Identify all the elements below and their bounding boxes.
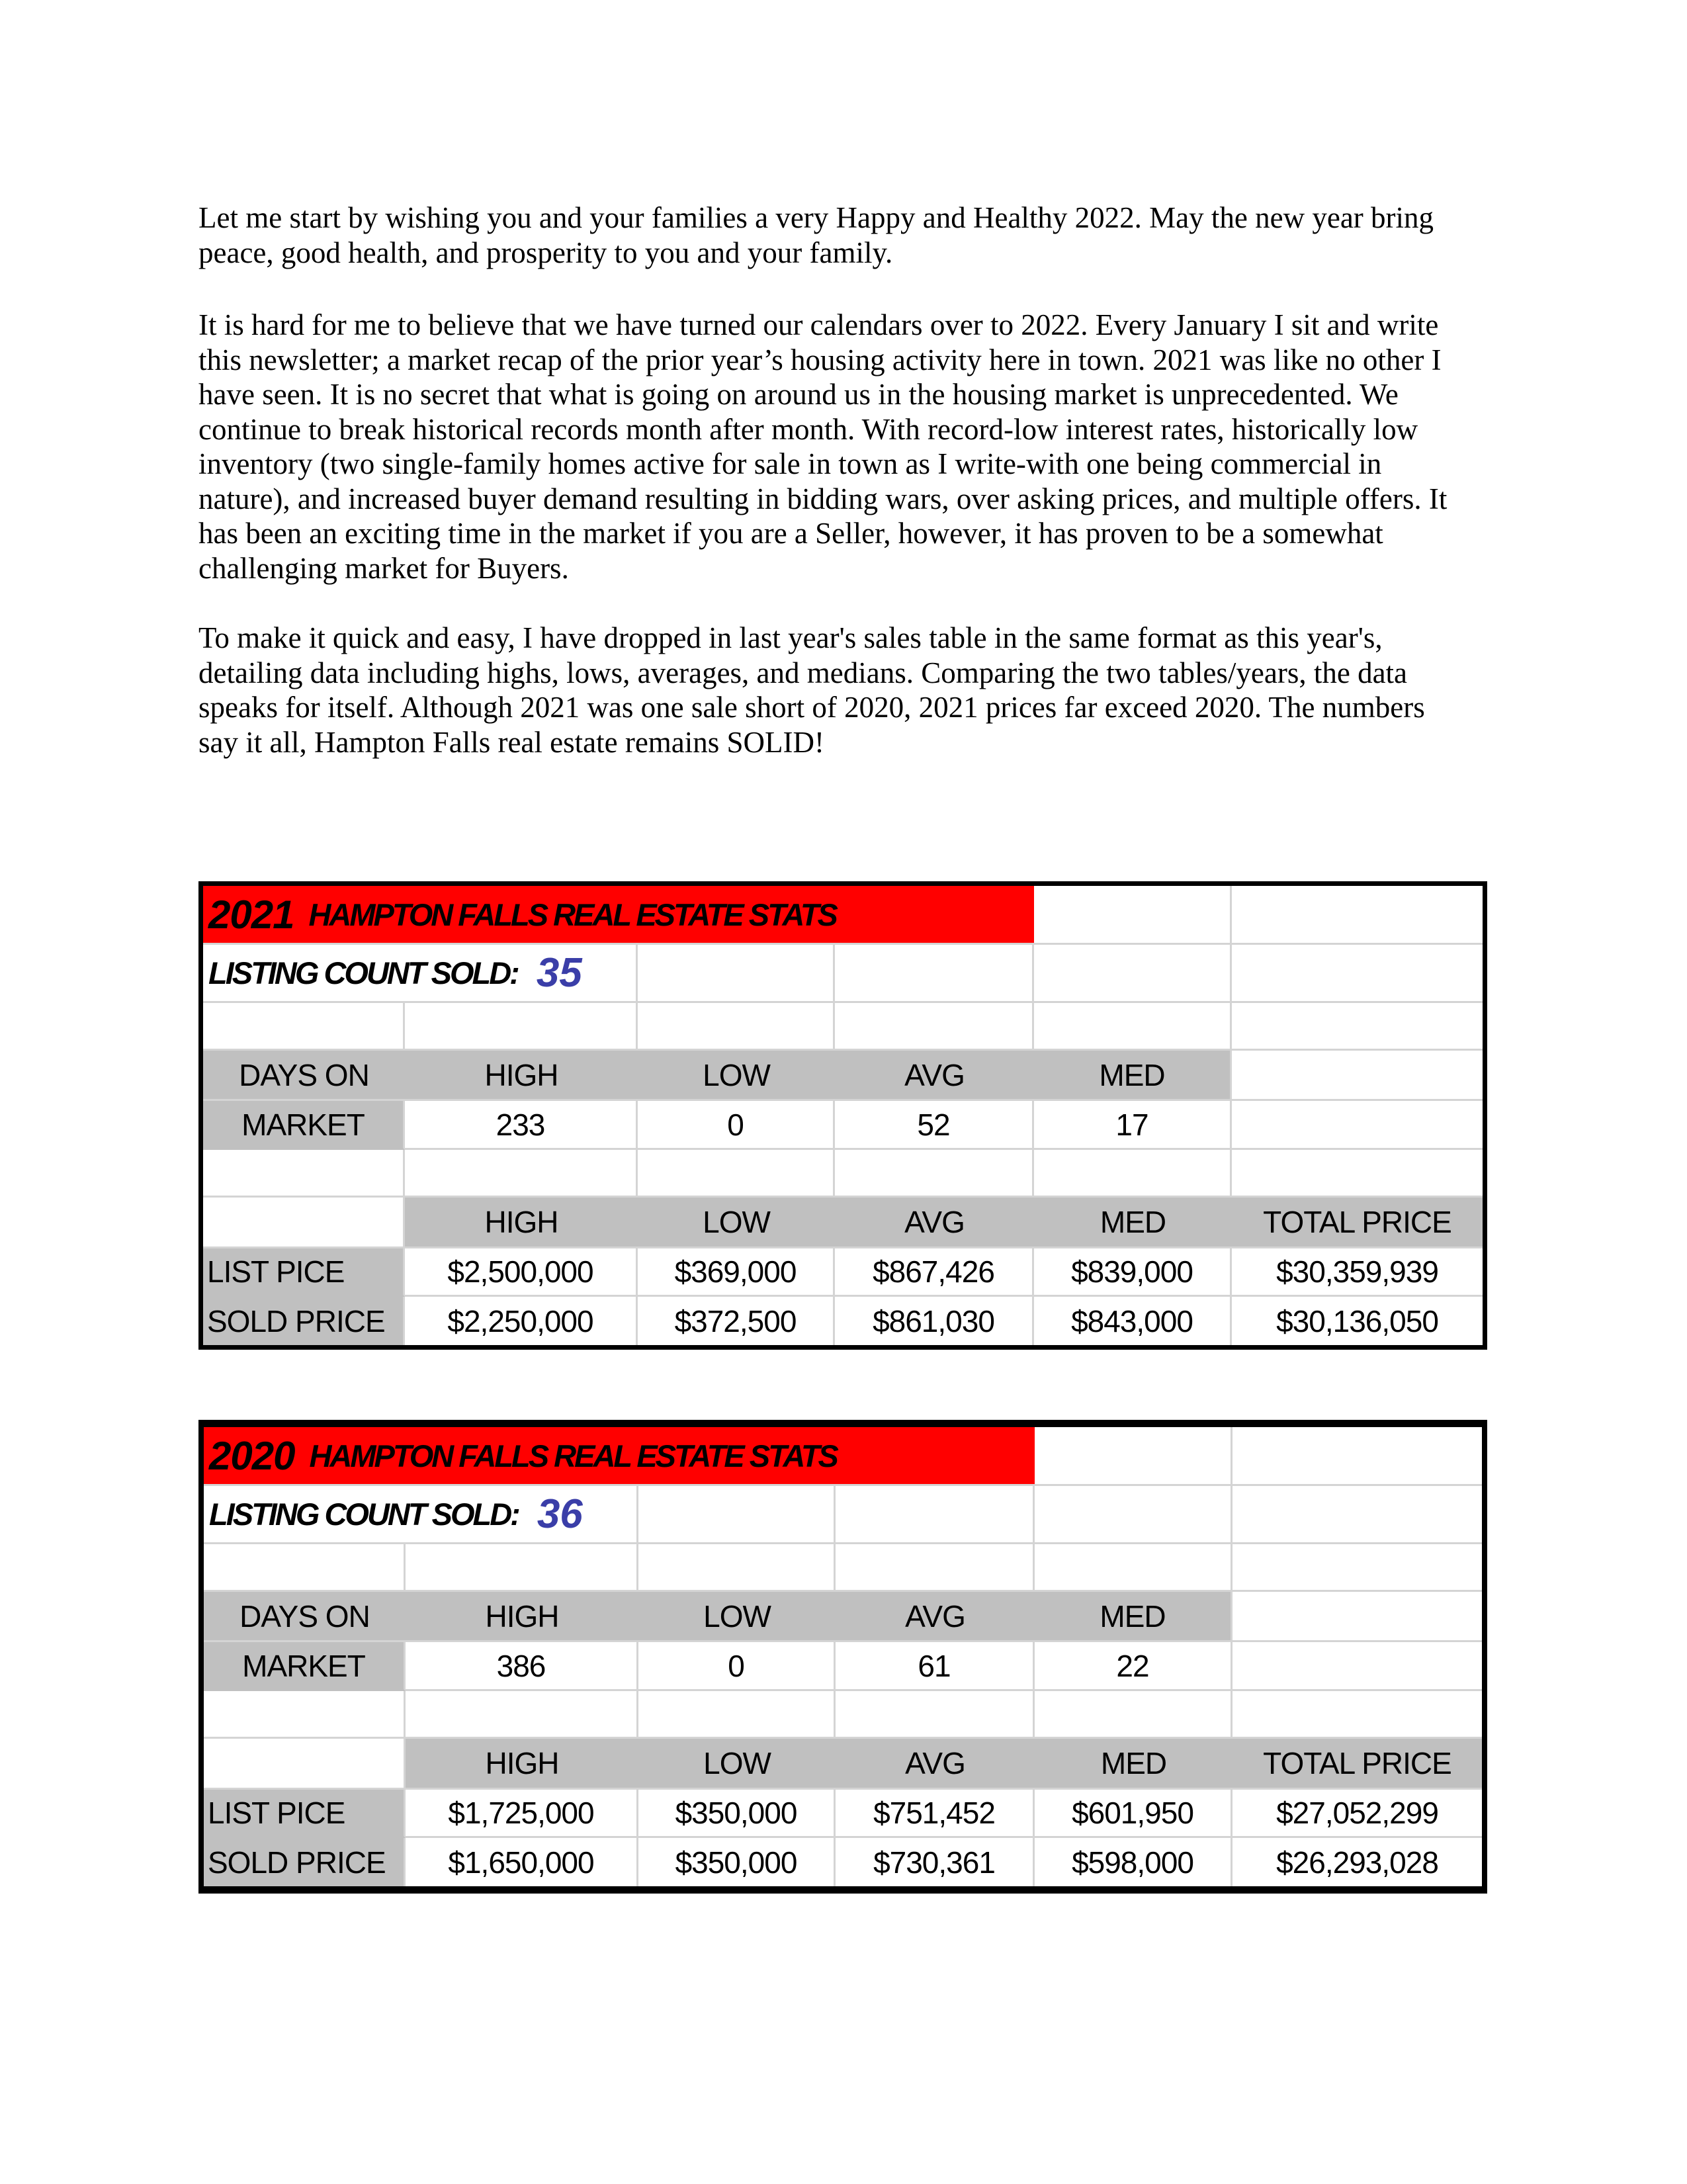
listing-count-value: 36 xyxy=(537,1491,583,1537)
text-line: nature), and increased buyer demand resulting in bidding wars, over asking prices, and multiple offers. It xyxy=(198,482,1448,515)
dom-value-high: 386 xyxy=(406,1642,638,1691)
dom-value-avg: 52 xyxy=(835,1101,1034,1150)
empty-cell xyxy=(203,1003,405,1051)
listing-count xyxy=(203,945,638,1003)
list-price-total: $30,359,939 xyxy=(1232,1248,1483,1297)
dom-value-med: 17 xyxy=(1034,1101,1232,1150)
empty-cell xyxy=(638,1150,835,1198)
sold-price-med: $598,000 xyxy=(1035,1838,1233,1886)
dom-value-med: 22 xyxy=(1035,1642,1233,1691)
sold-price-high: $2,250,000 xyxy=(405,1297,638,1345)
sold-price-avg: $730,361 xyxy=(836,1838,1035,1886)
text-line: inventory (two single-family homes active for sale in town as I write-with one being commercial in xyxy=(198,447,1382,480)
empty-cell xyxy=(638,1691,836,1739)
empty-cell xyxy=(203,1198,405,1248)
dom-label-bottom: MARKET xyxy=(203,1101,405,1150)
empty-cell xyxy=(1035,1544,1233,1592)
dom-header-avg: AVG xyxy=(836,1592,1035,1642)
empty-cell xyxy=(1034,886,1232,945)
listing-count-label: LISTING COUNT SOLD: xyxy=(208,955,518,990)
empty-cell xyxy=(836,1544,1035,1592)
text-line: challenging market for Buyers. xyxy=(198,551,569,585)
price-header-med: MED xyxy=(1034,1198,1232,1248)
sold-price-low: $372,500 xyxy=(638,1297,835,1345)
price-header-high: HIGH xyxy=(406,1739,638,1790)
empty-cell xyxy=(1233,1592,1482,1642)
text-line: have seen. It is no secret that what is going on around us in the housing market is unprecedented. We xyxy=(198,378,1399,411)
dom-value-low: 0 xyxy=(638,1101,835,1150)
empty-cell xyxy=(638,1544,836,1592)
list-price-high: $1,725,000 xyxy=(406,1790,638,1838)
title-text: HAMPTON FALLS REAL ESTATE STATS xyxy=(308,896,836,932)
text-line: this newsletter; a market recap of the prior year’s housing activity here in town. 2021 was like no other I xyxy=(198,343,1442,376)
comparison-paragraph xyxy=(198,621,1495,760)
list-price-avg: $867,426 xyxy=(835,1248,1034,1297)
empty-cell xyxy=(1034,1150,1232,1198)
price-header-total: TOTAL PRICE xyxy=(1233,1739,1482,1790)
text-line: peace, good health, and prosperity to you and your family. xyxy=(198,236,893,269)
empty-cell xyxy=(835,1150,1034,1198)
listing-count xyxy=(204,1486,638,1544)
text-line: It is hard for me to believe that we have turned our calendars over to 2022. Every January I sit and write xyxy=(198,308,1439,341)
table-title xyxy=(203,886,1034,945)
list-price-label: LIST PICE xyxy=(203,1248,405,1297)
text-line: continue to break historical records month after month. With record-low interest rates, historically low xyxy=(198,412,1418,446)
list-price-med: $601,950 xyxy=(1035,1790,1233,1838)
stats-table-2021 xyxy=(198,881,1487,1350)
list-price-high: $2,500,000 xyxy=(405,1248,638,1297)
price-header-low: LOW xyxy=(638,1198,835,1248)
sold-price-med: $843,000 xyxy=(1034,1297,1232,1345)
empty-cell xyxy=(1232,1101,1483,1150)
empty-cell xyxy=(203,1150,405,1198)
text-line: detailing data including highs, lows, averages, and medians. Comparing the two tables/years, the data xyxy=(198,656,1408,689)
empty-cell xyxy=(1035,1486,1233,1544)
empty-cell xyxy=(1034,945,1232,1003)
sold-price-avg: $861,030 xyxy=(835,1297,1034,1345)
empty-cell xyxy=(204,1544,406,1592)
dom-value-high: 233 xyxy=(405,1101,638,1150)
title-year: 2021 xyxy=(208,892,294,937)
empty-cell xyxy=(835,945,1034,1003)
dom-header-high: HIGH xyxy=(405,1051,638,1101)
sold-price-label: SOLD PRICE xyxy=(203,1297,405,1345)
list-price-label: LIST PICE xyxy=(204,1790,406,1838)
empty-cell xyxy=(638,1486,836,1544)
empty-cell xyxy=(1232,886,1483,945)
list-price-avg: $751,452 xyxy=(836,1790,1035,1838)
empty-cell xyxy=(835,1003,1034,1051)
price-header-med: MED xyxy=(1035,1739,1233,1790)
dom-header-high: HIGH xyxy=(406,1592,638,1642)
list-price-med: $839,000 xyxy=(1034,1248,1232,1297)
empty-cell xyxy=(1034,1003,1232,1051)
dom-label-bottom: MARKET xyxy=(204,1642,406,1691)
price-header-high: HIGH xyxy=(405,1198,638,1248)
empty-cell xyxy=(405,1150,638,1198)
empty-cell xyxy=(836,1486,1035,1544)
sold-price-total: $30,136,050 xyxy=(1276,1303,1438,1338)
dom-header-low: LOW xyxy=(638,1592,836,1642)
sold-price-total: $26,293,028 xyxy=(1276,1845,1438,1880)
empty-cell xyxy=(836,1691,1035,1739)
list-price-total: $27,052,299 xyxy=(1233,1790,1482,1838)
dom-label-top: DAYS ON xyxy=(204,1592,406,1642)
title-text: HAMPTON FALLS REAL ESTATE STATS xyxy=(309,1438,837,1473)
empty-cell xyxy=(1232,1051,1483,1101)
empty-cell xyxy=(638,945,835,1003)
empty-cell xyxy=(406,1691,638,1739)
empty-cell xyxy=(1233,1486,1482,1544)
text-line: say it all, Hampton Falls real estate remains SOLID! xyxy=(198,725,825,759)
intro-paragraph xyxy=(198,200,1495,270)
empty-cell xyxy=(1233,1642,1482,1691)
sold-price-low: $350,000 xyxy=(638,1838,836,1886)
empty-cell xyxy=(204,1691,406,1739)
empty-cell xyxy=(1035,1691,1233,1739)
empty-cell xyxy=(204,1739,406,1790)
empty-cell xyxy=(405,1003,638,1051)
list-price-low: $369,000 xyxy=(638,1248,835,1297)
dom-header-med: MED xyxy=(1035,1592,1233,1642)
dom-value-low: 0 xyxy=(638,1642,836,1691)
text-line: speaks for itself. Although 2021 was one sale short of 2020, 2021 prices far exceed 2020. The numbers xyxy=(198,691,1425,724)
empty-cell xyxy=(1233,1544,1482,1592)
sold-price-label: SOLD PRICE xyxy=(204,1838,406,1886)
empty-cell xyxy=(1233,1427,1482,1486)
table-title xyxy=(204,1427,1035,1486)
dom-header-low: LOW xyxy=(638,1051,835,1101)
price-header-total: TOTAL PRICE xyxy=(1232,1198,1483,1248)
dom-header-med: MED xyxy=(1034,1051,1232,1101)
list-price-low: $350,000 xyxy=(638,1790,836,1838)
dom-label-top: DAYS ON xyxy=(203,1051,405,1101)
listing-count-value: 35 xyxy=(536,950,582,996)
text-line: has been an exciting time in the market if you are a Seller, however, it has proven to be a somewhat xyxy=(198,517,1383,550)
empty-cell xyxy=(1233,1691,1482,1739)
empty-cell xyxy=(1232,1150,1483,1198)
text-line: To make it quick and easy, I have dropped in last year's sales table in the same format as this year's, xyxy=(198,621,1383,654)
market-recap-paragraph xyxy=(198,308,1495,586)
listing-count-label: LISTING COUNT SOLD: xyxy=(209,1497,519,1532)
empty-cell xyxy=(406,1544,638,1592)
dom-header-avg: AVG xyxy=(835,1051,1034,1101)
price-header-avg: AVG xyxy=(835,1198,1034,1248)
sold-price-high: $1,650,000 xyxy=(406,1838,638,1886)
empty-cell xyxy=(1232,945,1483,1003)
empty-cell xyxy=(1035,1427,1233,1486)
empty-cell xyxy=(638,1003,835,1051)
text-line: Let me start by wishing you and your families a very Happy and Healthy 2022. May the new year bring xyxy=(198,201,1434,234)
title-year: 2020 xyxy=(209,1433,295,1478)
dom-value-avg: 61 xyxy=(836,1642,1035,1691)
price-header-avg: AVG xyxy=(836,1739,1035,1790)
stats-table-2020 xyxy=(198,1420,1487,1894)
empty-cell xyxy=(1232,1003,1483,1051)
price-header-low: LOW xyxy=(638,1739,836,1790)
